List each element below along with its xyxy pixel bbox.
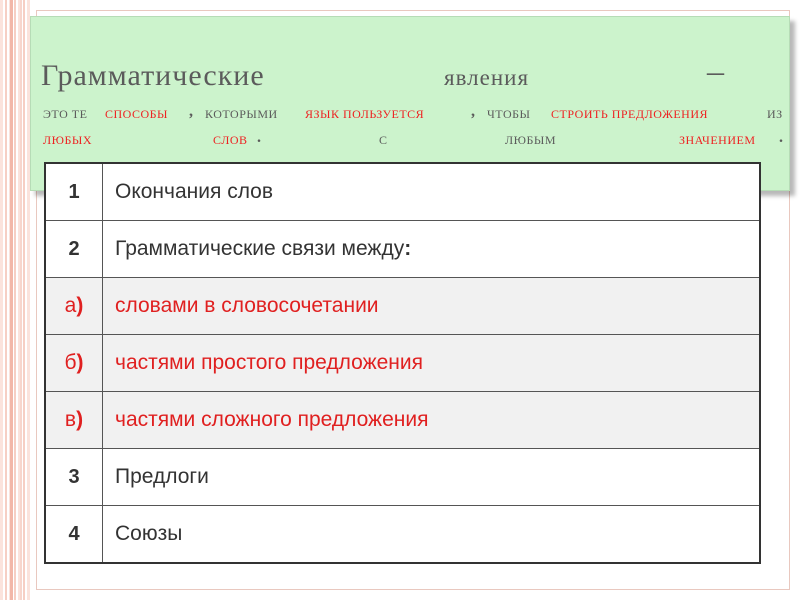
def-fragment: СТРОИТЬ ПРЕДЛОЖЕНИЯ: [551, 107, 708, 121]
row-text: словами в словосочетании: [103, 278, 761, 335]
def-fragment: ,: [189, 103, 194, 120]
row-letter-char: в: [64, 408, 77, 431]
table-row: [45, 163, 760, 221]
table-row: [45, 392, 760, 449]
row-text: [103, 221, 761, 278]
table-row: [45, 506, 760, 564]
row-text: Окончания слов: [103, 163, 761, 221]
def-fragment: ЗНАЧЕНИЕМ: [679, 133, 756, 147]
def-fragment: ,: [471, 103, 476, 120]
def-fragment: ЭТО ТЕ: [43, 107, 88, 121]
row-text: частями сложного предложения: [103, 392, 761, 449]
def-fragment: СЛОВ: [213, 133, 248, 147]
row-text-main: Грамматические связи между: [115, 237, 405, 260]
definition-line-1: [43, 103, 789, 127]
decorative-stripes: [0, 0, 32, 600]
def-fragment: ЯЗЫК ПОЛЬЗУЕТСЯ: [305, 107, 425, 121]
title-dash: –: [707, 53, 725, 90]
row-number: 2: [45, 221, 103, 278]
row-letter-char: а: [64, 294, 77, 317]
row-text: Предлоги: [103, 449, 761, 506]
row-number: 4: [45, 506, 103, 564]
title-word-2: явления: [444, 65, 530, 90]
row-letter: [45, 278, 103, 335]
row-letter: [45, 392, 103, 449]
title-word-1: Грамматические: [41, 59, 265, 92]
slide-title: [41, 53, 741, 95]
def-fragment: ЧТОБЫ: [487, 107, 531, 121]
def-fragment: С: [379, 133, 388, 147]
def-fragment: ЛЮБЫХ: [43, 133, 92, 147]
phenomena-table: [44, 162, 761, 564]
row-letter: [45, 335, 103, 392]
row-letter-paren: ): [76, 408, 84, 431]
def-fragment: ИЗ: [767, 107, 783, 121]
def-fragment: ЛЮБЫМ: [505, 133, 556, 147]
row-text-colon: :: [404, 237, 412, 260]
def-fragment: .: [257, 129, 262, 146]
table-row: [45, 221, 760, 278]
row-letter-char: б: [64, 351, 77, 374]
definition-line-2: [43, 129, 789, 153]
def-fragment: КОТОРЫМИ: [205, 107, 278, 121]
table-row: [45, 278, 760, 335]
row-letter-paren: ): [76, 351, 84, 374]
def-fragment: СПОСОБЫ: [105, 107, 169, 121]
row-number: 3: [45, 449, 103, 506]
row-text: частями простого предложения: [103, 335, 761, 392]
table-row: [45, 335, 760, 392]
row-letter-paren: ): [76, 294, 84, 317]
row-text: Союзы: [103, 506, 761, 564]
row-number: 1: [45, 163, 103, 221]
table-row: [45, 449, 760, 506]
def-fragment: .: [779, 129, 784, 146]
